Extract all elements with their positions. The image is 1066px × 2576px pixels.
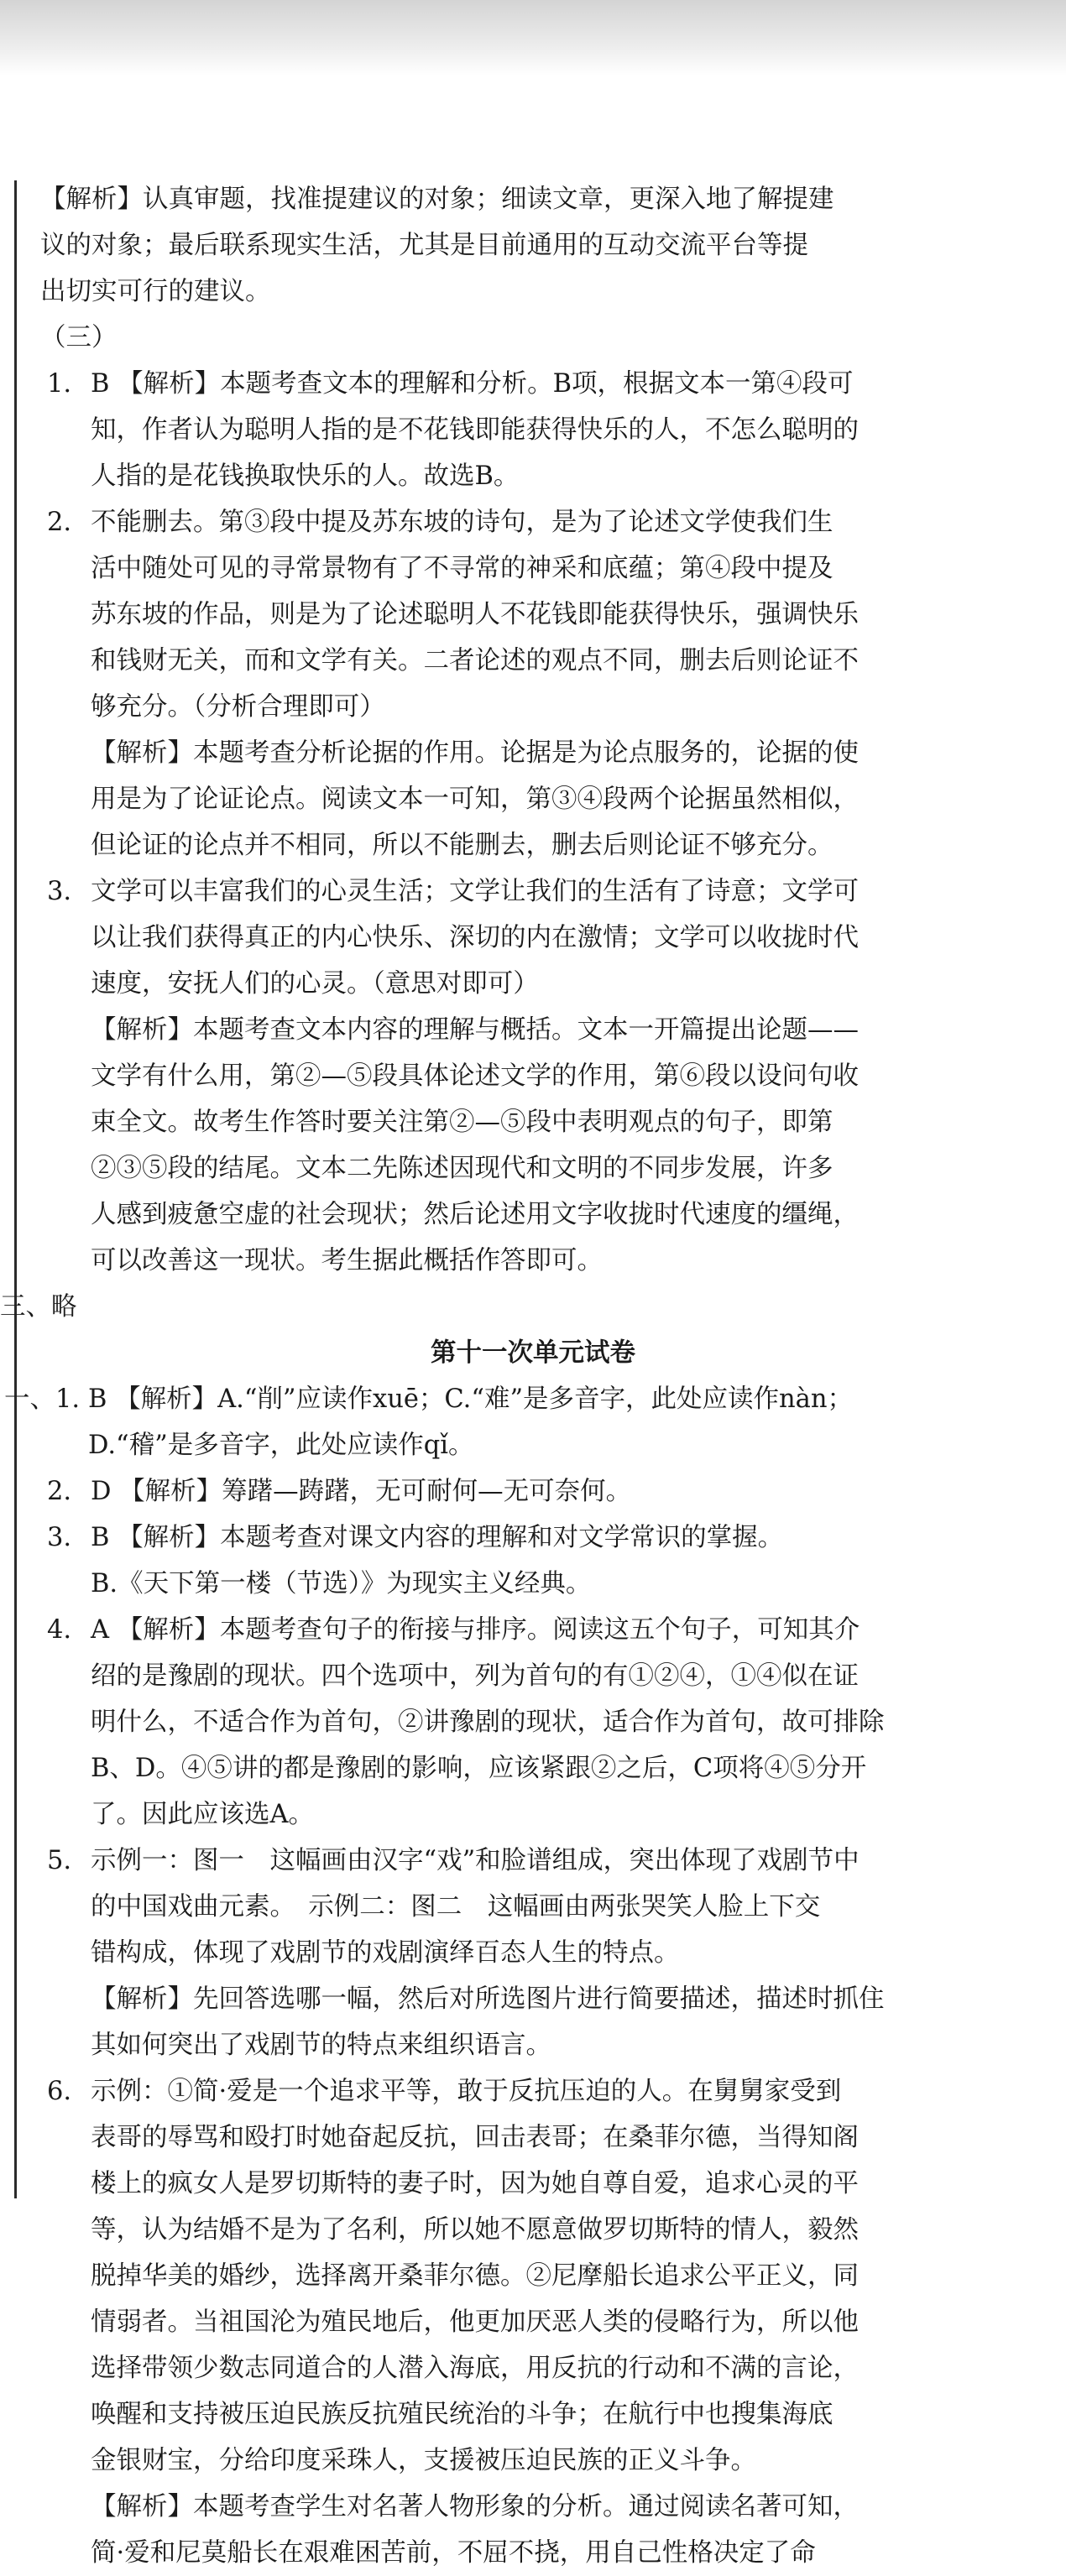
- answer-item-line: [0, 2345, 1066, 2391]
- item-text: 可以改善这一现状。考生据此概括作答即可。: [91, 1246, 603, 1275]
- item-number: [47, 2391, 91, 2438]
- answer-item-line: [0, 1376, 1066, 1422]
- item-number: [47, 915, 91, 961]
- item-number: 6.: [47, 2077, 72, 2106]
- item-text: 错构成，体现了戏剧节的戏剧演绎百态人生的特点。: [91, 1938, 680, 1968]
- item-text: 【解析】本题考查文本内容的理解与概括。文本一开篇提出论题——: [91, 1015, 859, 1045]
- answer-item-line: [0, 2438, 1066, 2484]
- answer-item-line: [0, 545, 1066, 592]
- answer-item-line: [0, 361, 1066, 407]
- item-number: [47, 1099, 91, 1145]
- item-text: 其如何突出了戏剧节的特点来组织语言。: [91, 2031, 551, 2060]
- item-text: 表哥的辱骂和殴打时她奋起反抗，回击表哥；在桑菲尔德，当得知阁: [91, 2123, 859, 2152]
- answer-item-line: [0, 1607, 1066, 1653]
- answer-item-line: [0, 2253, 1066, 2299]
- item-number: [47, 2161, 91, 2207]
- item-number: [47, 1561, 91, 1607]
- answer-item-line: [0, 2484, 1066, 2530]
- item-text: 金银财宝，分给印度采珠人，支援被压迫民族的正义斗争。: [91, 2446, 756, 2475]
- item-number: [47, 1930, 91, 1976]
- answer-item-line: [0, 684, 1066, 730]
- item-number: [47, 730, 91, 776]
- item-number: [47, 822, 91, 868]
- item-number: [47, 1699, 91, 1745]
- item-number: [47, 2207, 91, 2253]
- answer-item-line: [0, 453, 1066, 499]
- answer-item-line: [0, 1192, 1066, 1238]
- answer-item-line: [0, 592, 1066, 638]
- item-text: 够充分。（分析合理即可）: [91, 692, 385, 722]
- text-line: 【解析】认真审题，找准提建议的对象；细读文章，更深入地了解提建: [40, 185, 834, 214]
- item-number: [47, 2299, 91, 2345]
- item-number: [47, 1884, 91, 1930]
- item-text: 文学有什么用，第②—⑤段具体论述文学的作用，第⑥段以设问句收: [91, 1061, 859, 1091]
- answer-item-line: [0, 868, 1066, 915]
- item-text: 不能删去。第③段中提及苏东坡的诗句，是为了论述文学使我们生: [91, 508, 833, 537]
- answer-item-line: [0, 730, 1066, 776]
- item-text: 【解析】本题考查学生对名著人物形象的分析。通过阅读名著可知，: [91, 2492, 859, 2521]
- item-number: [47, 545, 91, 592]
- item-number: [47, 1653, 91, 1699]
- item-number: 3.: [47, 877, 72, 906]
- item-number: [47, 2484, 91, 2530]
- item-number: [4, 1422, 88, 1468]
- answer-item-line: [0, 1791, 1066, 1838]
- item-text: A 【解析】本题考查句子的衔接与排序。阅读这五个句子，可知其介: [91, 1615, 860, 1645]
- answer-item-line: [0, 2022, 1066, 2068]
- item-text: 等，认为结婚不是为了名利，所以她不愿意做罗切斯特的情人，毅然: [91, 2215, 859, 2245]
- answer-item-line: [0, 2115, 1066, 2161]
- answer-item-line: [0, 1976, 1066, 2022]
- item-number: [47, 776, 91, 822]
- item-text: B.《天下第一楼（节选）》为现实主义经典。: [91, 1569, 592, 1598]
- item-text: 苏东坡的作品，则是为了论述聪明人不花钱即能获得快乐，强调快乐: [91, 600, 859, 629]
- item-number: [47, 1192, 91, 1238]
- answer-item-line: [0, 1099, 1066, 1145]
- item-number: [47, 2253, 91, 2299]
- item-number: 5.: [47, 1846, 72, 1875]
- answer-item-line: [0, 1007, 1066, 1053]
- item-number: [47, 2345, 91, 2391]
- item-number: [47, 1145, 91, 1192]
- item-number: [47, 2115, 91, 2161]
- scan-shadow: [0, 0, 1066, 76]
- answer-item-line: [0, 1884, 1066, 1930]
- item-text: 用是为了论证论点。阅读文本一可知，第③④段两个论据虽然相似，: [91, 785, 859, 814]
- item-number: [47, 453, 91, 499]
- answer-item-line: [0, 1145, 1066, 1192]
- item-text: 示例：①简·爱是一个追求平等，敢于反抗压迫的人。在舅舅家受到: [91, 2077, 842, 2106]
- item-text: 速度，安抚人们的心灵。（意思对即可）: [91, 969, 539, 999]
- answer-item-line: [0, 499, 1066, 545]
- item-number: [47, 407, 91, 453]
- item-text: 知，作者认为聪明人指的是不花钱即能获得快乐的人，不怎么聪明的: [91, 415, 859, 445]
- item-number: [47, 592, 91, 638]
- item-number: 1.: [47, 369, 72, 399]
- answer-item-line: [0, 2068, 1066, 2115]
- item-text: 脱掉华美的婚纱，选择离开桑菲尔德。②尼摩船长追求公平正义，同: [91, 2261, 859, 2291]
- item-text: 人感到疲惫空虚的社会现状；然后论述用文字收拢时代速度的缰绳，: [91, 1200, 859, 1229]
- item-text: 唤醒和支持被压迫民族反抗殖民统治的斗争；在航行中也搜集海底: [91, 2400, 833, 2429]
- item-text: 情弱者。当祖国沦为殖民地后，他更加厌恶人类的侵略行为，所以他: [91, 2307, 859, 2337]
- text-line: 出切实可行的建议。: [40, 277, 271, 306]
- item-text: 以让我们获得真正的内心快乐、深切的内在激情；文学可以收拢时代: [91, 923, 859, 952]
- item-number: 2.: [47, 508, 72, 537]
- item-text: B、D。④⑤讲的都是豫剧的影响，应该紧跟②之后，C项将④⑤分开: [91, 1754, 867, 1783]
- item-text: 了。因此应该选A。: [91, 1800, 315, 1829]
- item-text: 但论证的论点并不相同，所以不能删去，删去后则论证不够充分。: [91, 831, 833, 860]
- answer-item-line: [0, 2161, 1066, 2207]
- item-text: B 【解析】本题考查文本的理解和分析。B项，根据文本一第④段可: [91, 369, 854, 399]
- section-heading: 第十一次单元试卷: [431, 1338, 635, 1368]
- item-text: B 【解析】本题考查对课文内容的理解和对文学常识的掌握。: [91, 1523, 784, 1552]
- item-number: 一、1.: [4, 1384, 81, 1414]
- item-number: [47, 1976, 91, 2022]
- item-number: [47, 2022, 91, 2068]
- item-text: 文学可以丰富我们的心灵生活；文学让我们的生活有了诗意；文学可: [91, 877, 859, 906]
- item-text: 示例一：图一 这幅画由汉字“戏”和脸谱组成，突出体现了戏剧节中: [91, 1846, 860, 1875]
- item-text: 活中随处可见的寻常景物有了不寻常的神采和底蕴；第④段中提及: [91, 554, 833, 583]
- item-text: 绍的是豫剧的现状。四个选项中，列为首句的有①②④，①④似在证: [91, 1661, 859, 1691]
- answer-key-content: [0, 176, 1066, 2576]
- item-number: [47, 2530, 91, 2576]
- answer-item-line: [0, 1561, 1066, 1607]
- answer-item-line: [0, 1422, 1066, 1468]
- answer-item-line: [0, 1930, 1066, 1976]
- answer-item-line: [0, 407, 1066, 453]
- item-number: [47, 684, 91, 730]
- item-text: 的中国戏曲元素。 示例二：图二 这幅画由两张哭笑人脸上下交: [91, 1892, 821, 1922]
- item-number: [47, 1238, 91, 1284]
- answer-item-line: [0, 1745, 1066, 1791]
- item-text: 【解析】本题考查分析论据的作用。论据是为论点服务的，论据的使: [91, 738, 859, 768]
- item-number: [47, 1745, 91, 1791]
- item-text: 简·爱和尼莫船长在艰难困苦前，不屈不挠，用自己性格决定了命: [91, 2538, 816, 2568]
- item-text: 明什么，不适合作为首句，②讲豫剧的现状，适合作为首句，故可排除: [91, 1708, 885, 1737]
- answer-item-line: [0, 2391, 1066, 2438]
- item-number: 2.: [47, 1477, 72, 1506]
- item-number: [47, 2438, 91, 2484]
- answer-item-line: [0, 776, 1066, 822]
- text-line: （三）: [40, 323, 118, 352]
- item-number: [47, 1791, 91, 1838]
- item-text: ②③⑤段的结尾。文本二先陈述因现代和文明的不同步发展，许多: [91, 1154, 833, 1183]
- item-number: [47, 1007, 91, 1053]
- item-number: 4.: [47, 1615, 72, 1645]
- item-text: 楼上的疯女人是罗切斯特的妻子时，因为她自尊自爱，追求心灵的平: [91, 2169, 859, 2198]
- item-text: 人指的是花钱换取快乐的人。故选B。: [91, 461, 520, 491]
- answer-item-line: [0, 1699, 1066, 1745]
- answer-item-line: [0, 2530, 1066, 2576]
- item-text: 束全文。故考生作答时要关注第②—⑤段中表明观点的句子，即第: [91, 1108, 833, 1137]
- answer-item-line: [0, 915, 1066, 961]
- answer-item-line: [0, 961, 1066, 1007]
- answer-item-line: [0, 2207, 1066, 2253]
- answer-item-line: [0, 1515, 1066, 1561]
- answer-item-line: [0, 822, 1066, 868]
- text-line: 议的对象；最后联系现实生活，尤其是目前通用的互动交流平台等提: [40, 231, 808, 260]
- answer-item-line: [0, 1053, 1066, 1099]
- item-text: D 【解析】筹躇—踌躇，无可耐何—无可奈何。: [91, 1477, 632, 1506]
- item-text: B 【解析】A.“削”应读作xuē；C.“难”是多音字，此处应读作nàn；: [88, 1384, 854, 1414]
- item-text: 和钱财无关，而和文学有关。二者论述的观点不同，删去后则论证不: [91, 646, 859, 675]
- answer-item-line: [0, 1238, 1066, 1284]
- text-line: 三、略: [0, 1292, 77, 1322]
- item-number: [47, 961, 91, 1007]
- item-text: 【解析】先回答选哪一幅，然后对所选图片进行简要描述，描述时抓住: [91, 1984, 885, 2014]
- answer-item-line: [0, 2299, 1066, 2345]
- item-text: D.“稽”是多音字，此处应读作qǐ。: [88, 1431, 474, 1460]
- item-text: 选择带领少数志同道合的人潜入海底，用反抗的行动和不满的言论，: [91, 2354, 859, 2383]
- answer-item-line: [0, 638, 1066, 684]
- item-number: 3.: [47, 1523, 72, 1552]
- answer-item-line: [0, 1653, 1066, 1699]
- item-number: [47, 638, 91, 684]
- answer-item-line: [0, 1838, 1066, 1884]
- answer-item-line: [0, 1468, 1066, 1515]
- item-number: [47, 1053, 91, 1099]
